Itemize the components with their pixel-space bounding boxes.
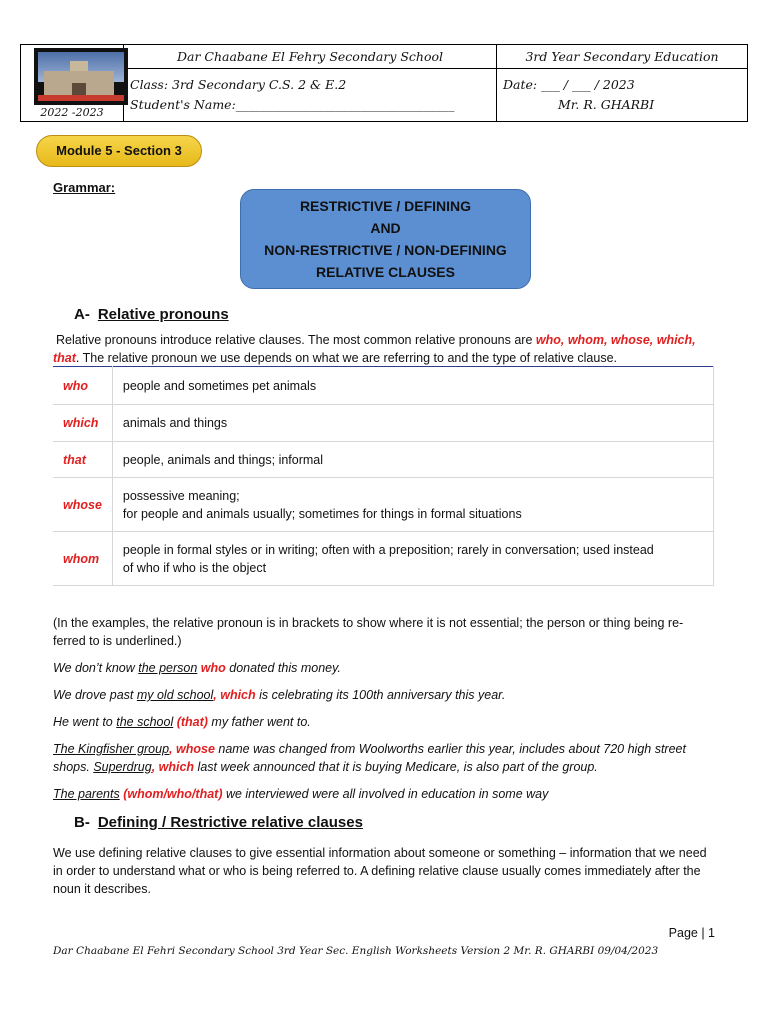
lesson-title-box [240,189,531,289]
ex-text: my father went to. [207,715,311,729]
usage-cell: animals and things [112,405,713,442]
usage-cell [112,478,713,532]
usage-line: people in formal styles or in writing; often with a preposition; rarely in conversation; used instead [122,542,654,557]
ex-text: He went to [53,715,117,729]
class-cell [124,69,497,122]
footer-line: Dar Chaabane El Fehri Secondary School 3rd Year Sec. English Worksheets Version 2 Mr. R. GHARBI 09/04/2023 [53,945,659,957]
usage-line: possessive meaning; [122,488,240,503]
intro-text: Relative pronouns introduce relative clauses. The most common relative pronouns are [56,333,536,347]
section-b-heading [74,814,363,831]
worksheet-header [20,44,748,122]
usage-cell: people, animals and things; informal [112,442,713,478]
pronoun-cell: who [53,367,112,405]
class-label: Class: 3rd Secondary C.S. 2 & E.2 [130,77,347,92]
ex-pronoun: , which [213,688,256,702]
ex-text: We drove past [53,688,137,702]
teacher-name: Mr. R. GHARBI [558,97,655,112]
pronoun-cell: whose [53,478,112,532]
table-row [53,478,714,532]
table-row [53,405,714,442]
ex-pronoun: (that) [173,715,208,729]
title-line: RESTRICTIVE / DEFINING [299,198,472,214]
example-sentence [53,659,718,677]
ex-pronoun: , which [151,760,195,774]
examples-note: (In the examples, the relative pronoun is in brackets to show where it is not essential; the person or thing being re-ferred to is underlined.) [53,616,684,648]
ex-antecedent: the school [116,715,174,729]
grammar-label: Grammar: [53,180,116,195]
ex-pronoun: (whom/who/that) [119,787,223,801]
pronoun-cell: that [53,442,112,478]
date-cell [497,69,748,122]
module-badge: Module 5 - Section 3 [36,135,202,167]
section-a-heading [74,306,229,323]
ex-antecedent: The parents [53,787,120,801]
ex-text: name was changed from Woolworths earlier this year, includes about 720 high street shops. [53,742,686,774]
example-sentence [53,785,718,803]
usage-cell: people and sometimes pet animals [112,367,713,405]
pronoun-cell: which [53,405,112,442]
ex-text: is celebrating its 100th anniversary this year. [255,688,506,702]
ex-text: we interviewed were all involved in education in some way [222,787,549,801]
section-title: Defining / Restrictive relative clauses [97,814,363,831]
table-row [53,367,714,405]
school-photo [34,48,128,105]
section-letter: A- [74,306,90,323]
level: 3rd Year Secondary Education [497,45,748,69]
ex-text: donated this money. [225,661,341,675]
ex-text: We don’t know [53,661,139,675]
ex-antecedent: Superdrug [93,760,152,774]
school-logo [21,45,124,122]
ex-pronoun: , whose [169,742,215,756]
section-title: Relative pronouns [97,306,229,323]
example-sentence [53,740,718,776]
usage-cell [112,532,713,586]
page-number: Page | 1 [668,926,715,940]
date-field: Date: ___ / ___ / 2023 [503,77,635,92]
student-name-field: Student's Name:___________________________________ [130,97,455,112]
table-row [53,532,714,586]
ex-antecedent: the person [138,661,198,675]
section-a-intro [53,331,713,367]
table-row [53,442,714,478]
ex-pronoun: who [197,661,226,675]
school-name: Dar Chaabane El Fehry Secondary School [124,45,497,69]
pronoun-cell: whom [53,532,112,586]
usage-line: for people and animals usually; sometimes for things in formal situations [122,506,522,521]
title-line: NON-RESTRICTIVE / NON-DEFINING [264,242,507,258]
ex-antecedent: my old school [136,688,214,702]
section-b-text: We use defining relative clauses to give essential information about someone or something – information that we need in order to understand what or who is being referred to. A defining relative clause usually comes immediately after the noun it describes. [53,846,707,896]
usage-line: of who if who is the object [122,560,267,575]
example-sentence [53,713,718,731]
title-line: RELATIVE CLAUSES [316,264,455,280]
title-line: AND [370,220,401,236]
school-year: 2022 -2023 [40,106,104,119]
ex-text: last week announced that it is buying Medicare, is also part of the group. [194,760,598,774]
ex-antecedent: The Kingfisher group [53,742,170,756]
intro-text: . The relative pronoun we use depends on what we are referring to and the type of relative clause. [75,351,617,365]
pronoun-table [53,366,714,586]
section-letter: B- [74,814,90,831]
pronoun-list: who, whom, whose, which, that [53,333,696,365]
example-sentence [53,686,718,704]
